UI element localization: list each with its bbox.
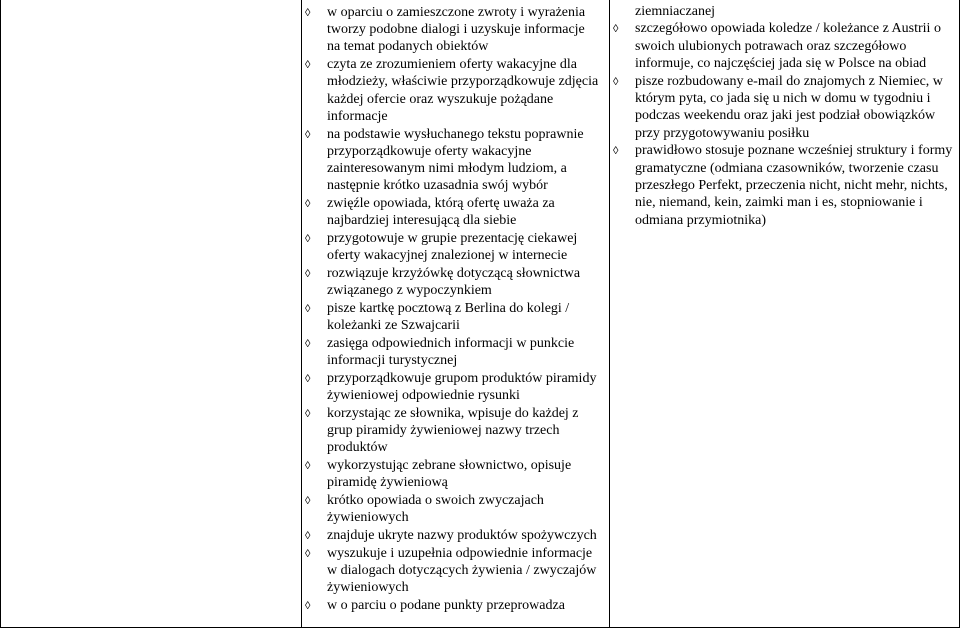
diamond-bullet-icon: ◊	[305, 233, 311, 246]
list-item	[305, 335, 601, 369]
diamond-bullet-icon: ◊	[613, 23, 619, 36]
right-column-cell	[613, 3, 953, 229]
list-item	[305, 195, 601, 229]
diamond-bullet-icon: ◊	[305, 408, 311, 421]
list-item	[613, 20, 953, 72]
list-item	[305, 527, 601, 544]
diamond-bullet-icon: ◊	[613, 145, 619, 158]
continuation-text: ziemniaczanej	[635, 4, 716, 19]
diamond-bullet-icon: ◊	[305, 198, 311, 211]
diamond-bullet-icon: ◊	[305, 338, 311, 351]
diamond-bullet-icon: ◊	[305, 600, 311, 613]
left-column-cell	[305, 4, 601, 615]
list-item	[613, 73, 953, 143]
list-item-text: zwięźle opowiada, którą ofertę uważa za najbardziej interesującą dla siebie	[327, 196, 555, 229]
skills-list-left	[305, 4, 601, 614]
diamond-bullet-icon: ◊	[305, 7, 311, 19]
diamond-bullet-icon: ◊	[305, 59, 311, 72]
list-item-text: na podstawie wysłuchanego tekstu poprawnie przyporządkowuje oferty wakacyjne zainteresowanym nimi młodym ludziom, a następnie krótko uzasadnia swój wybór	[327, 126, 584, 194]
list-item	[305, 300, 601, 334]
list-item-text: wykorzystując zebrane słownictwo, opisuje piramidę żywieniową	[327, 458, 572, 491]
list-item-text: prawidłowo stosuje poznane wcześniej struktury i formy gramatyczne (odmiana czasowników, tworzenie czasu przeszłego Perfekt, przeczenia nicht, nicht mehr, nichts, nie, niemand, kein, zaimki man i es, stopniowanie i odmiana przymiotnika)	[635, 143, 953, 228]
list-item-text: w o parciu o podane punkty przeprowadza	[327, 598, 565, 614]
list-item	[305, 492, 601, 526]
list-item-text: przygotowuje w grupie prezentację ciekawej oferty wakacyjnej znalezionej w internecie	[327, 231, 578, 264]
list-item	[305, 457, 601, 491]
list-item-text: znajduje ukryte nazwy produktów spożywczych	[327, 528, 597, 544]
list-item-text: korzystając ze słownika, wpisuje do każdej z grup piramidy żywieniowej nazwy trzech produktów	[327, 406, 579, 456]
diamond-bullet-icon: ◊	[305, 303, 311, 316]
diamond-bullet-icon: ◊	[613, 75, 619, 88]
list-item-text: zasięga odpowiednich informacji w punkcie informacji turystycznej	[327, 336, 575, 369]
list-item-text: wyszukuje i uzupełnia odpowiednie informacje w dialogach dotyczących żywienia / zwyczajów żywieniowych	[327, 546, 597, 596]
list-item	[305, 56, 601, 125]
list-item-text: przyporządkowuje grupom produktów piramidy żywieniowej odpowiednie rysunki	[327, 371, 597, 404]
list-item-text: krótko opowiada o swoich zwyczajach żywieniowych	[327, 493, 544, 526]
diamond-bullet-icon: ◊	[305, 373, 311, 386]
list-item-text: pisze rozbudowany e-mail do znajomych z Niemiec, w którym pyta, co jada się u nich w domu w tygodniu i podczas weekendu oraz jaki jest podział obowiązków przy przygotowywaniu posiłku	[635, 73, 943, 141]
column-divider	[301, 0, 302, 628]
diamond-bullet-icon: ◊	[305, 530, 311, 543]
column-divider	[609, 0, 610, 628]
list-item-text: rozwiązuje krzyżówkę dotyczącą słownictwa związanego z wypoczynkiem	[327, 266, 581, 299]
list-item-text: czyta ze zrozumieniem oferty wakacyjne dla młodzieży, właściwie przyporządkowuje zdjęcia każdej ofercie oraz wyszukuje pożądane informacje	[327, 57, 599, 124]
list-item	[613, 142, 953, 229]
diamond-bullet-icon: ◊	[305, 548, 311, 561]
list-item	[305, 597, 601, 614]
list-item	[305, 126, 601, 195]
list-item-text: pisze kartkę pocztową z Berlina do kolegi / koleżanki ze Szwajcarii	[327, 301, 570, 334]
diamond-bullet-icon: ◊	[305, 495, 311, 508]
diamond-bullet-icon: ◊	[305, 460, 311, 473]
diamond-bullet-icon: ◊	[305, 268, 311, 281]
list-item	[305, 370, 601, 404]
list-item-text: szczegółowo opowiada koledze / koleżance z Austrii o swoich ulubionych potrawach oraz szczegółowo informuje, co najczęściej jada się w Polsce na obiad	[635, 21, 941, 72]
diamond-bullet-icon: ◊	[305, 128, 311, 141]
skills-list-right	[613, 20, 953, 229]
list-item	[305, 265, 601, 299]
list-item	[305, 4, 601, 56]
list-item	[305, 545, 601, 597]
list-item	[305, 405, 601, 457]
table-border-left	[0, 0, 1, 628]
list-item-text: w oparciu o zamieszczone zwroty i wyrażenia tworzy podobne dialogi i uzyskuje informacje na temat podanych obiektów	[327, 5, 586, 55]
list-item	[305, 230, 601, 264]
